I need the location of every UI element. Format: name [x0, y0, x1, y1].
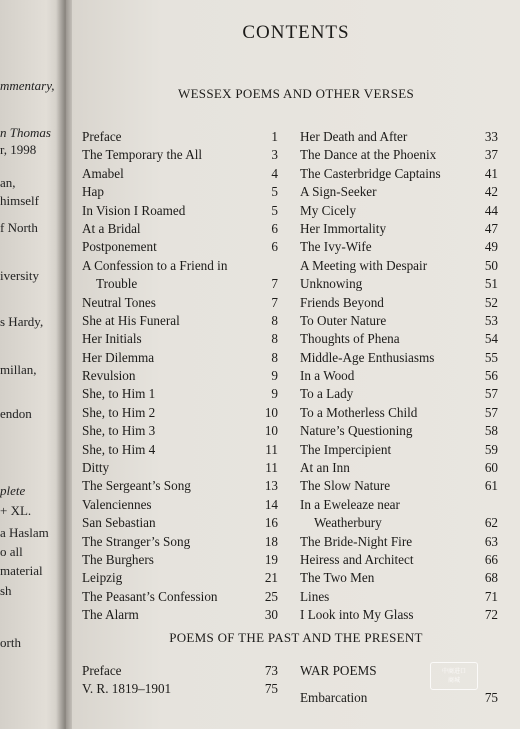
- toc-entry: [82, 496, 278, 514]
- toc-entry: [300, 689, 498, 707]
- toc-entry-page: 1: [271, 129, 278, 144]
- toc-entry-title: To a Lady: [300, 386, 354, 402]
- toc-entry-title: Her Initials: [82, 331, 142, 347]
- toc-entry-title: Heiress and Architect: [300, 551, 414, 567]
- facing-page-text-fragment: plete: [0, 483, 26, 498]
- toc-entry-title: The Two Men: [300, 570, 375, 586]
- toc-entry-title: Ditty: [82, 460, 110, 476]
- toc-entry-title: The Slow Nature: [300, 478, 391, 494]
- toc-entry-title: The Impercipient: [300, 441, 392, 457]
- toc-entry-page: 72: [484, 607, 498, 623]
- toc-column-left: [82, 128, 278, 625]
- toc-entry-title: Nature’s Questioning: [300, 423, 413, 439]
- toc-entry: [300, 514, 498, 532]
- section-heading-wessex-poems: WESSEX POEMS AND OTHER VERSES: [178, 86, 414, 101]
- toc-entry: [82, 183, 278, 201]
- toc-entry-page: 30: [264, 607, 278, 623]
- toc-entry: [300, 459, 498, 477]
- toc-entry-page: 44: [484, 202, 498, 218]
- toc-entry-page: 59: [484, 441, 498, 457]
- toc-entry-page: 56: [484, 368, 498, 384]
- toc-entry: [300, 183, 498, 201]
- toc-entry-page: 25: [264, 588, 278, 604]
- toc-entry: [82, 294, 278, 312]
- toc-entry: [82, 220, 278, 238]
- toc-entry: [300, 275, 498, 293]
- toc-entry: [300, 588, 498, 606]
- toc-entry: [300, 477, 498, 495]
- toc-entry-page: 6: [271, 220, 278, 236]
- toc-entry-page: 8: [271, 312, 278, 328]
- toc-entry-title: Hap: [82, 184, 104, 200]
- toc-entry-title: Thoughts of Phena: [300, 331, 400, 347]
- toc-entry: [300, 294, 498, 312]
- toc-entry-page: 19: [264, 551, 278, 567]
- toc-entry: [82, 533, 278, 551]
- toc-entry: [82, 569, 278, 587]
- facing-page-text-fragment: mmentary,: [0, 78, 55, 93]
- toc-entry-title: Her Immortality: [300, 220, 387, 236]
- toc-entry: [82, 349, 278, 367]
- facing-page-text-fragment: f North: [0, 220, 38, 235]
- toc-entry-title: A Meeting with Despair: [300, 257, 428, 273]
- toc-entry-page: 7: [271, 276, 278, 292]
- toc-entry: [82, 680, 278, 698]
- toc-entry: [300, 312, 498, 330]
- toc-entry-page: 8: [271, 349, 278, 365]
- toc-entry-page: 37: [484, 147, 498, 163]
- toc-entry-page: 71: [484, 588, 498, 604]
- toc-entry-title: The Peasant’s Confession: [82, 588, 218, 604]
- toc-entry: [300, 551, 498, 569]
- toc-entry-page: 8: [271, 331, 278, 347]
- toc-entry-page: 9: [271, 368, 278, 384]
- toc-entry: [82, 514, 278, 532]
- toc-entry-title: She, to Him 4: [82, 441, 156, 457]
- toc-entry-title: Amabel: [82, 165, 124, 181]
- toc-entry-page: 4: [271, 165, 278, 181]
- toc-entry-title: Trouble: [96, 276, 138, 292]
- toc-entry-page: 68: [484, 570, 498, 586]
- toc-column-left-2: [82, 662, 278, 699]
- toc-entry-title: The Stranger’s Song: [82, 533, 191, 549]
- toc-entry: [300, 404, 498, 422]
- toc-entry: [300, 385, 498, 403]
- toc-entry-page: 13: [264, 478, 278, 494]
- toc-entry-page: 63: [484, 533, 498, 549]
- facing-page-text-fragment: r, 1998: [0, 142, 37, 157]
- toc-entry-title: V. R. 1819–1901: [82, 681, 172, 697]
- group-heading-war-poems: WAR POEMS: [300, 663, 377, 678]
- toc-entry-title: Her Dilemma: [82, 349, 155, 365]
- toc-entry-page: 61: [484, 478, 498, 494]
- toc-entry: [82, 367, 278, 385]
- toc-entry-title: In a Eweleaze near: [300, 496, 400, 512]
- toc-entry: [82, 202, 278, 220]
- toc-entry-title: Neutral Tones: [82, 294, 156, 310]
- toc-entry-title: The Casterbridge Captains: [300, 165, 441, 181]
- toc-entry-page: 60: [484, 460, 498, 476]
- toc-entry-title: Preface: [82, 129, 122, 144]
- toc-entry-title: To Outer Nature: [300, 312, 387, 328]
- toc-entry: [82, 606, 278, 624]
- toc-entry-title: The Dance at the Phoenix: [300, 147, 437, 163]
- toc-entry-title: The Temporary the All: [82, 147, 203, 163]
- toc-entry-title: Middle-Age Enthusiasms: [300, 349, 435, 365]
- toc-column-right: [300, 128, 498, 625]
- toc-entry-title: Weatherbury: [314, 515, 382, 531]
- toc-entry: [82, 128, 278, 146]
- toc-entry-page: 52: [484, 294, 498, 310]
- toc-entry: [82, 422, 278, 440]
- toc-entry: [82, 588, 278, 606]
- facing-page-text-fragment: + XL.: [0, 503, 32, 518]
- toc-entry: [300, 441, 498, 459]
- facing-page-text-fragment: a Haslam: [0, 525, 49, 540]
- toc-entry-title: A Sign-Seeker: [300, 184, 377, 200]
- toc-entry: [82, 404, 278, 422]
- toc-entry-page: 49: [484, 239, 498, 255]
- toc-entry: [300, 533, 498, 551]
- toc-entry-title: The Burghers: [82, 551, 154, 567]
- toc-entry-page: 11: [265, 460, 278, 476]
- toc-entry: [300, 146, 498, 164]
- watermark-logo: 中商进口 商城: [430, 662, 478, 690]
- toc-entry-page: 6: [271, 239, 278, 255]
- toc-entry-title: She, to Him 1: [82, 386, 156, 402]
- toc-entry-page: 16: [264, 515, 278, 531]
- toc-entry-title: She, to Him 3: [82, 423, 156, 439]
- toc-entry: [82, 257, 278, 275]
- toc-entry: [82, 459, 278, 477]
- toc-entry-page: 66: [484, 551, 498, 567]
- toc-entry: [300, 238, 498, 256]
- toc-entry-page: 5: [271, 202, 278, 218]
- toc-entry-title: The Alarm: [82, 607, 139, 623]
- toc-entry-page: 18: [264, 533, 278, 549]
- facing-page-text-fragment: orth: [0, 635, 21, 650]
- toc-entry-page: 3: [271, 147, 278, 163]
- toc-entry-page: 10: [264, 404, 278, 420]
- facing-page-text-fragment: iversity: [0, 268, 39, 283]
- toc-entry: [300, 128, 498, 146]
- toc-entry-page: 53: [484, 312, 498, 328]
- toc-entry-page: 75: [264, 681, 278, 697]
- toc-entry: [300, 569, 498, 587]
- toc-entry: [82, 275, 278, 293]
- toc-entry-page: 47: [484, 220, 498, 236]
- toc-entry-title: At a Bridal: [82, 220, 141, 236]
- toc-entry: [300, 220, 498, 238]
- toc-entry-page: 62: [484, 515, 498, 531]
- toc-entry-title: To a Motherless Child: [300, 404, 418, 420]
- toc-entry-page: 58: [484, 423, 498, 439]
- toc-entry-title: A Confession to a Friend in: [82, 257, 228, 273]
- toc-entry: [82, 551, 278, 569]
- toc-entry-title: Her Death and After: [300, 129, 408, 144]
- toc-entry-page: 14: [264, 496, 278, 512]
- facing-page-text-fragment: himself: [0, 193, 39, 208]
- toc-entry-title: Preface: [82, 663, 122, 678]
- toc-entry: [82, 662, 278, 680]
- facing-page-text-fragment: s Hardy,: [0, 314, 44, 329]
- facing-page-text-fragment: an,: [0, 175, 16, 190]
- toc-entry-title: Leipzig: [82, 570, 123, 586]
- toc-entry-page: 41: [484, 165, 498, 181]
- toc-entry-page: 42: [484, 184, 498, 200]
- toc-entry: [82, 477, 278, 495]
- toc-entry: [300, 257, 498, 275]
- toc-entry-title: In a Wood: [300, 368, 355, 384]
- toc-entry-page: 54: [484, 331, 498, 347]
- toc-entry-title: I Look into My Glass: [300, 607, 414, 623]
- contents-page: [72, 0, 520, 729]
- toc-entry: [82, 146, 278, 164]
- toc-entry-page: 21: [264, 570, 278, 586]
- toc-entry-page: 5: [271, 184, 278, 200]
- toc-entry-page: 7: [271, 294, 278, 310]
- toc-entry-page: 11: [265, 441, 278, 457]
- toc-entry-title: She, to Him 2: [82, 404, 156, 420]
- toc-entry-title: Valenciennes: [82, 496, 152, 512]
- toc-entry-page: 75: [484, 690, 498, 706]
- toc-entry: [300, 202, 498, 220]
- toc-entry-title: Embarcation: [300, 690, 368, 706]
- toc-entry: [300, 367, 498, 385]
- toc-entry: [300, 330, 498, 348]
- toc-entry-title: The Sergeant’s Song: [82, 478, 191, 494]
- toc-entry-page: 55: [484, 349, 498, 365]
- toc-entry-title: Postponement: [82, 239, 157, 255]
- toc-entry: [82, 330, 278, 348]
- toc-entry-page: 33: [484, 129, 498, 144]
- toc-entry: [82, 441, 278, 459]
- facing-page-text-fragment: sh: [0, 583, 12, 598]
- facing-page-text-fragment: millan,: [0, 362, 37, 377]
- toc-entry-title: She at His Funeral: [82, 312, 180, 328]
- toc-entry-title: The Ivy-Wife: [300, 239, 372, 255]
- toc-entry-title: San Sebastian: [82, 515, 156, 531]
- toc-entry: [82, 238, 278, 256]
- facing-page-text-fragment: material: [0, 563, 43, 578]
- toc-entry: [300, 349, 498, 367]
- toc-entry-title: In Vision I Roamed: [82, 202, 186, 218]
- toc-entry: [300, 496, 498, 514]
- toc-entry: [82, 165, 278, 183]
- toc-entry-page: 57: [484, 386, 498, 402]
- section-heading-poems-past-present: POEMS OF THE PAST AND THE PRESENT: [169, 630, 423, 645]
- toc-entry-page: 50: [484, 257, 498, 273]
- toc-entry-page: 73: [264, 663, 278, 678]
- toc-entry: [82, 312, 278, 330]
- toc-entry-title: Revulsion: [82, 368, 136, 384]
- toc-entry-page: 57: [484, 404, 498, 420]
- toc-entry: [300, 165, 498, 183]
- toc-entry-title: My Cicely: [300, 202, 357, 218]
- toc-entry: [300, 422, 498, 440]
- toc-entry-page: 10: [264, 423, 278, 439]
- toc-entry-title: Friends Beyond: [300, 294, 384, 310]
- toc-entry-title: At an Inn: [300, 460, 350, 476]
- toc-entry-title: The Bride-Night Fire: [300, 533, 413, 549]
- facing-page-text-fragment: n Thomas: [0, 125, 51, 140]
- facing-page-text-fragment: endon: [0, 406, 32, 421]
- facing-page-text-fragment: o all: [0, 544, 23, 559]
- toc-entry-page: 9: [271, 386, 278, 402]
- page-title: CONTENTS: [242, 22, 350, 43]
- toc-entry: [82, 385, 278, 403]
- toc-entry: [300, 606, 498, 624]
- toc-entry-title: Unknowing: [300, 276, 363, 292]
- toc-entry-page: 51: [484, 276, 498, 292]
- toc-entry-title: Lines: [300, 588, 330, 604]
